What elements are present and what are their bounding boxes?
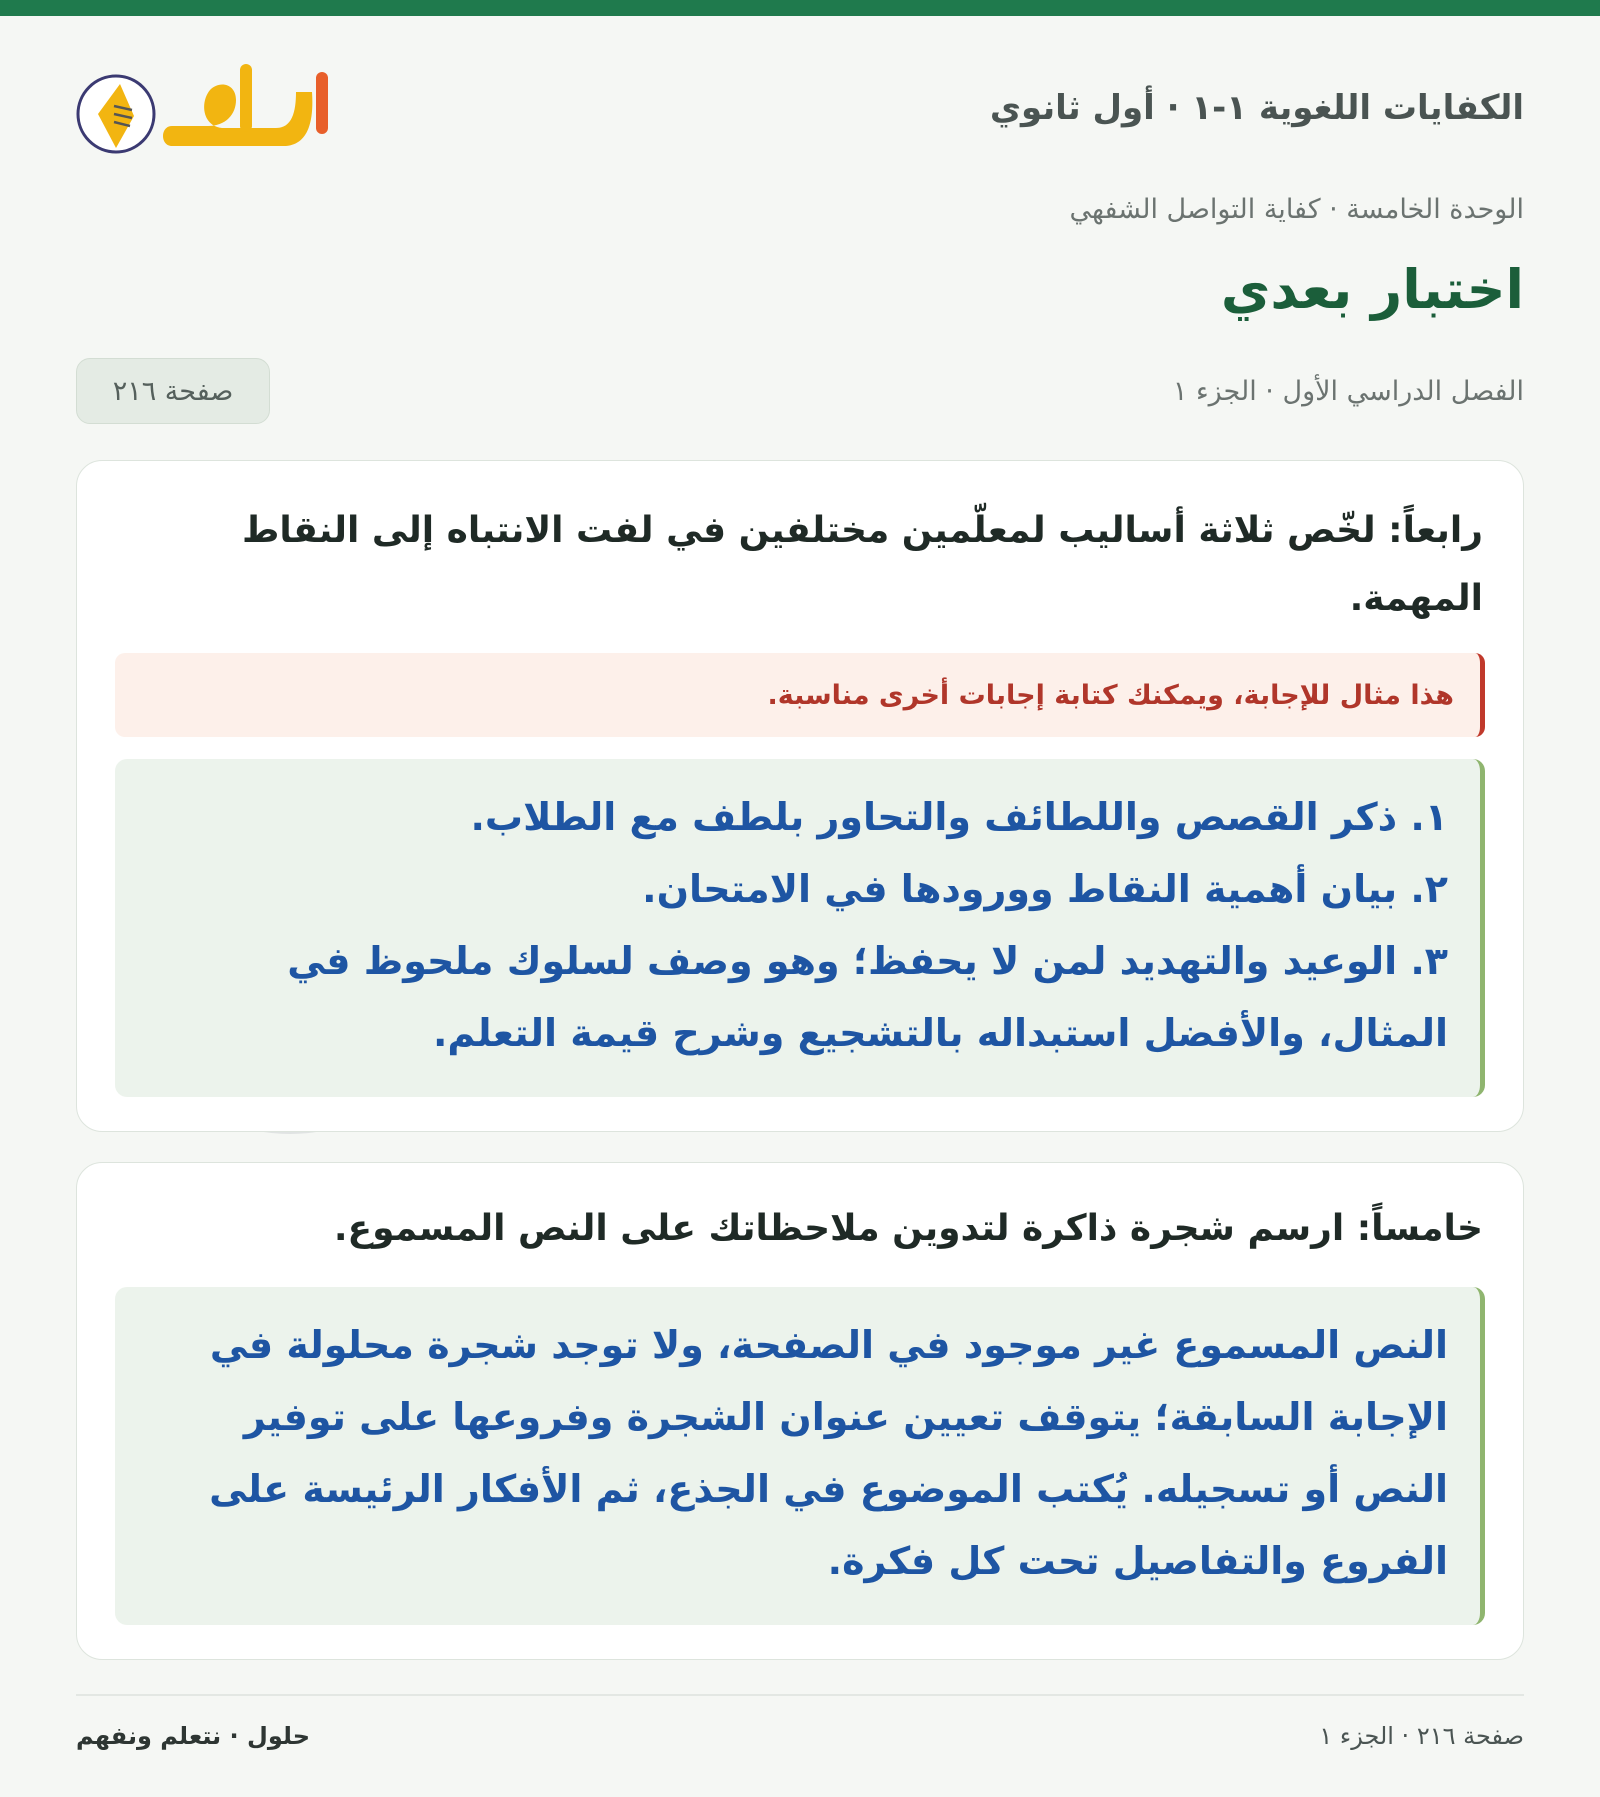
- footer-brand[interactable]: حلول · نتعلم ونفهم: [76, 1722, 310, 1750]
- question-prompt: خامساً: ارسم شجرة ذاكرة لتدوين ملاحظاتك على النص المسموع.: [333, 1208, 1483, 1249]
- page-header: [76, 16, 1524, 196]
- page-number-badge: صفحة ٢١٦: [76, 358, 270, 424]
- course-title: الكفايات اللغوية ١-١ · أول ثانوي: [989, 88, 1524, 128]
- question-card-5: [76, 1162, 1524, 1660]
- footer-divider: [76, 1694, 1524, 1696]
- page-title: اختبار بعدي: [1220, 258, 1524, 321]
- unit-subtitle: الوحدة الخامسة · كفاية التواصل الشفهي: [1069, 194, 1524, 225]
- semester-meta: الفصل الدراسي الأول · الجزء ١: [1172, 376, 1524, 407]
- top-accent-bar: [0, 0, 1600, 16]
- answer-box: [115, 759, 1485, 1097]
- answer-line: ١. ذكر القصص واللطائف والتحاور بلطف مع الطلاب.: [470, 795, 1448, 839]
- example-answer-note: هذا مثال للإجابة، ويمكنك كتابة إجابات أخرى مناسبة.: [115, 653, 1485, 737]
- answer-box: النص المسموع غير موجود في الصفحة، ولا توجد شجرة محلولة في الإجابة السابقة؛ يتوقف تعيين عنوان الشجرة وفروعها على توفير النص أو تسجيله. يُكتب الموضوع في الجذع، ثم الأفكار الرئيسة على الفروع والتفاصيل تحت كل فكرة.: [115, 1287, 1485, 1625]
- page-container: [76, 16, 1524, 196]
- answer-line: ٢. بيان أهمية النقاط وورودها في الامتحان.: [642, 867, 1448, 911]
- hulool-logo-icon[interactable]: [76, 56, 336, 172]
- footer-page-info: صفحة ٢١٦ · الجزء ١: [1319, 1722, 1524, 1750]
- question-prompt: رابعاً: لخّص ثلاثة أساليب لمعلّمين مختلفين في لفت الانتباه إلى النقاط المهمة.: [241, 510, 1483, 619]
- question-card-4: [76, 460, 1524, 1132]
- answer-line: ٣. الوعيد والتهديد لمن لا يحفظ؛ وهو وصف لسلوك ملحوظ في المثال، والأفضل استبداله بالتشجيع وشرح قيمة التعلم.: [287, 939, 1448, 1055]
